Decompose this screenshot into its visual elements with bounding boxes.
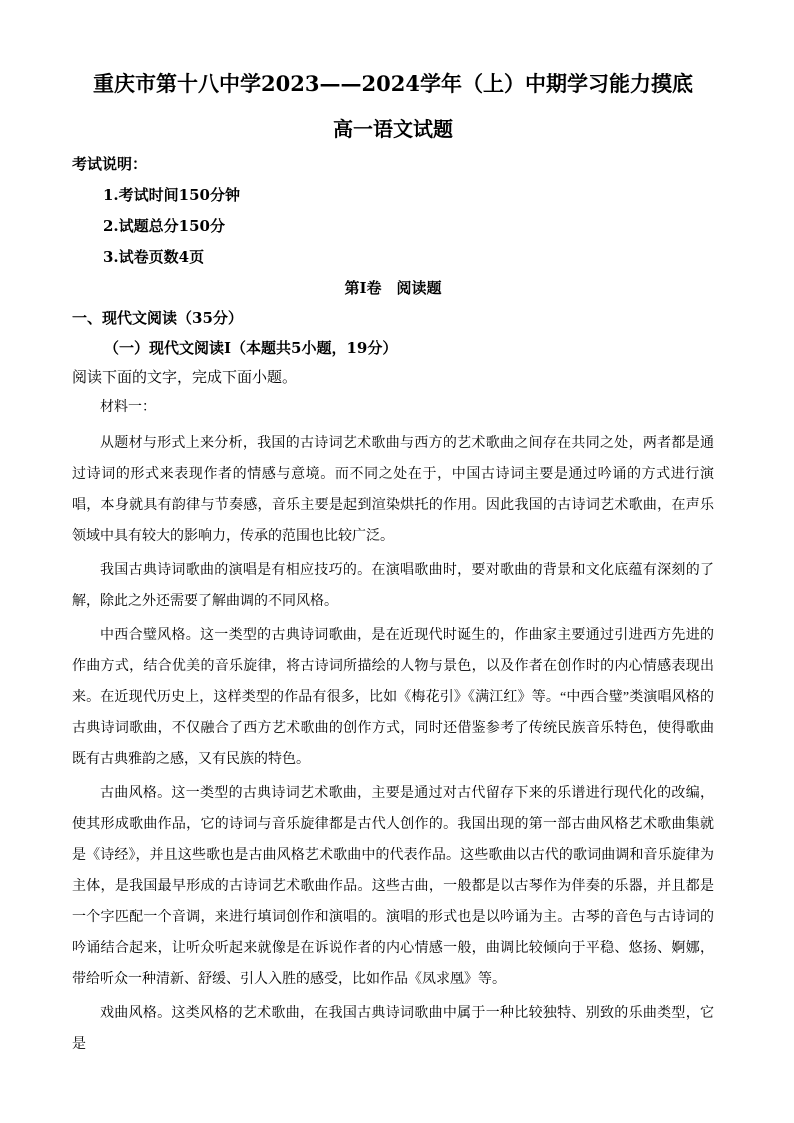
reading-instruction: 阅读下面的文字，完成下面小题。 (72, 370, 298, 386)
section-heading: 一、现代文阅读（35分） (72, 309, 243, 327)
paragraph: 古曲风格。这一类型的古典诗词艺术歌曲，主要是通过对古代留存下来的乐谱进行现代化的改编，使其形成歌曲作品，它的诗词与音乐旋律都是古代人创作的。我国出现的第一部古曲风格艺术歌曲集就是《诗经》，并且这些歌也是古曲风格艺术歌曲中的代表作品。这些歌曲以古代的歌词曲调和音乐旋律为主体，是我国最早形成的古诗词艺术歌曲作品。这些古曲，一般都是以古琴作为伴奏的乐器，并且都是一个字匹配一个音调，来进行填词创作和演唱的。演唱的形式也是以吟诵为主。古琴的音色与古诗词的吟诵结合起来，让听众听起来就像是在诉说作者的内心情感一般，曲调比较倾向于平稳、悠扬、婀娜，带给听众一种清新、舒缓、引人入胜的感受，比如作品《凤求凰》等。 (72, 786, 714, 987)
exam-note-time: 1.考试时间150分钟 (103, 186, 240, 204)
subsection-heading: （一）现代文阅读Ⅰ（本题共5小题，19分） (104, 339, 398, 357)
paragraph: 我国古典诗词歌曲的演唱是有相应技巧的。在演唱歌曲时，要对歌曲的背景和文化底蕴有深刻的了解，除此之外还需要了解曲调的不同风格。 (72, 563, 714, 609)
exam-note-score: 2.试题总分150分 (103, 217, 225, 235)
exam-notes-heading: 考试说明： (72, 155, 148, 173)
part-title: 第Ⅰ卷 阅读题 (344, 279, 442, 297)
paragraph: 中西合璧风格。这一类型的古典诗词歌曲，是在近现代时诞生的，作曲家主要通过引进西方先进的作曲方式，结合优美的音乐旋律，将古诗词所描绘的人物与景色，以及作者在创作时的内心情感表现出来。在近现代历史上，这样类型的作品有很多，比如《梅花引》《满江红》等。“中西合璧”类演唱风格的古典诗词歌曲，不仅融合了西方艺术歌曲的创作方式，同时还借鉴参考了传统民族音乐特色，使得歌曲既有古典雅韵之感，又有民族的特色。 (72, 628, 714, 767)
paragraph: 从题材与形式上来分析，我国的古诗词艺术歌曲与西方的艺术歌曲之间存在共同之处，两者都是通过诗词的形式来表现作者的情感与意境。而不同之处在于，中国古诗词主要是通过吟诵的方式进行演唱，本身就具有韵律与节奏感，音乐主要是起到渲染烘托的作用。因此我国的古诗词艺术歌曲，在声乐领域中具有较大的影响力，传承的范围也比较广泛。 (72, 436, 714, 544)
material-label: 材料一： (100, 400, 156, 415)
exam-subtitle: 高一语文试题 (333, 117, 453, 141)
exam-note-pages: 3.试卷页数4页 (103, 248, 205, 266)
paragraph: 戏曲风格。这类风格的艺术歌曲，在我国古典诗词歌曲中属于一种比较独特、别致的乐曲类型，它是 (72, 1006, 714, 1052)
exam-title: 重庆市第十八中学2023——2024学年（上）中期学习能力摸底 (93, 71, 693, 96)
